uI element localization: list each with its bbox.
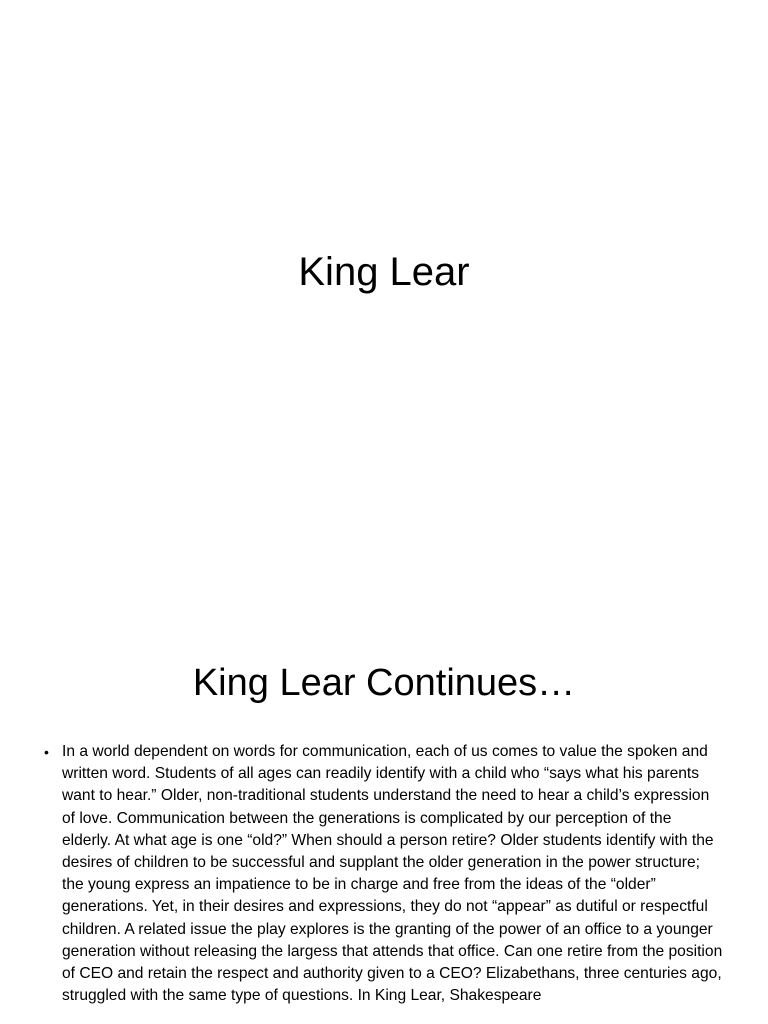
bullet-item — [44, 741, 724, 1007]
content-slide — [0, 576, 768, 1024]
slide-title: King Lear — [298, 249, 470, 294]
bullet-text: In a world dependent on words for communication, each of us comes to value the spoken and written word. Students of all ages can readily identify with a child who “says what his parents want to hear.” Older, non-traditional students understand the need to hear a child’s expression of love. Communication between the generations is complicated by our perception of the elderly. At what age is one “old?” When should a person retire? Older students identify with the desires of children to be successful and supplant the older generation in the power structure; the young express an impatience to be in charge and free from the ideas of the “older” generations. Yet, in their desires and expressions, they do not “appear” as dutiful or respectful children. A related issue the play explores is the granting of the power of an office to a younger generation without releasing the largess that attends that office. Can one retire from the position of CEO and retain the respect and authority given to a CEO? Elizabethans, three centuries ago, struggled with the same type of questions. In King Lear, Shakespeare — [62, 743, 723, 1005]
bullet-icon: • — [44, 744, 49, 760]
bullet-list — [44, 741, 724, 1007]
slide-title: King Lear Continues… — [192, 661, 576, 704]
